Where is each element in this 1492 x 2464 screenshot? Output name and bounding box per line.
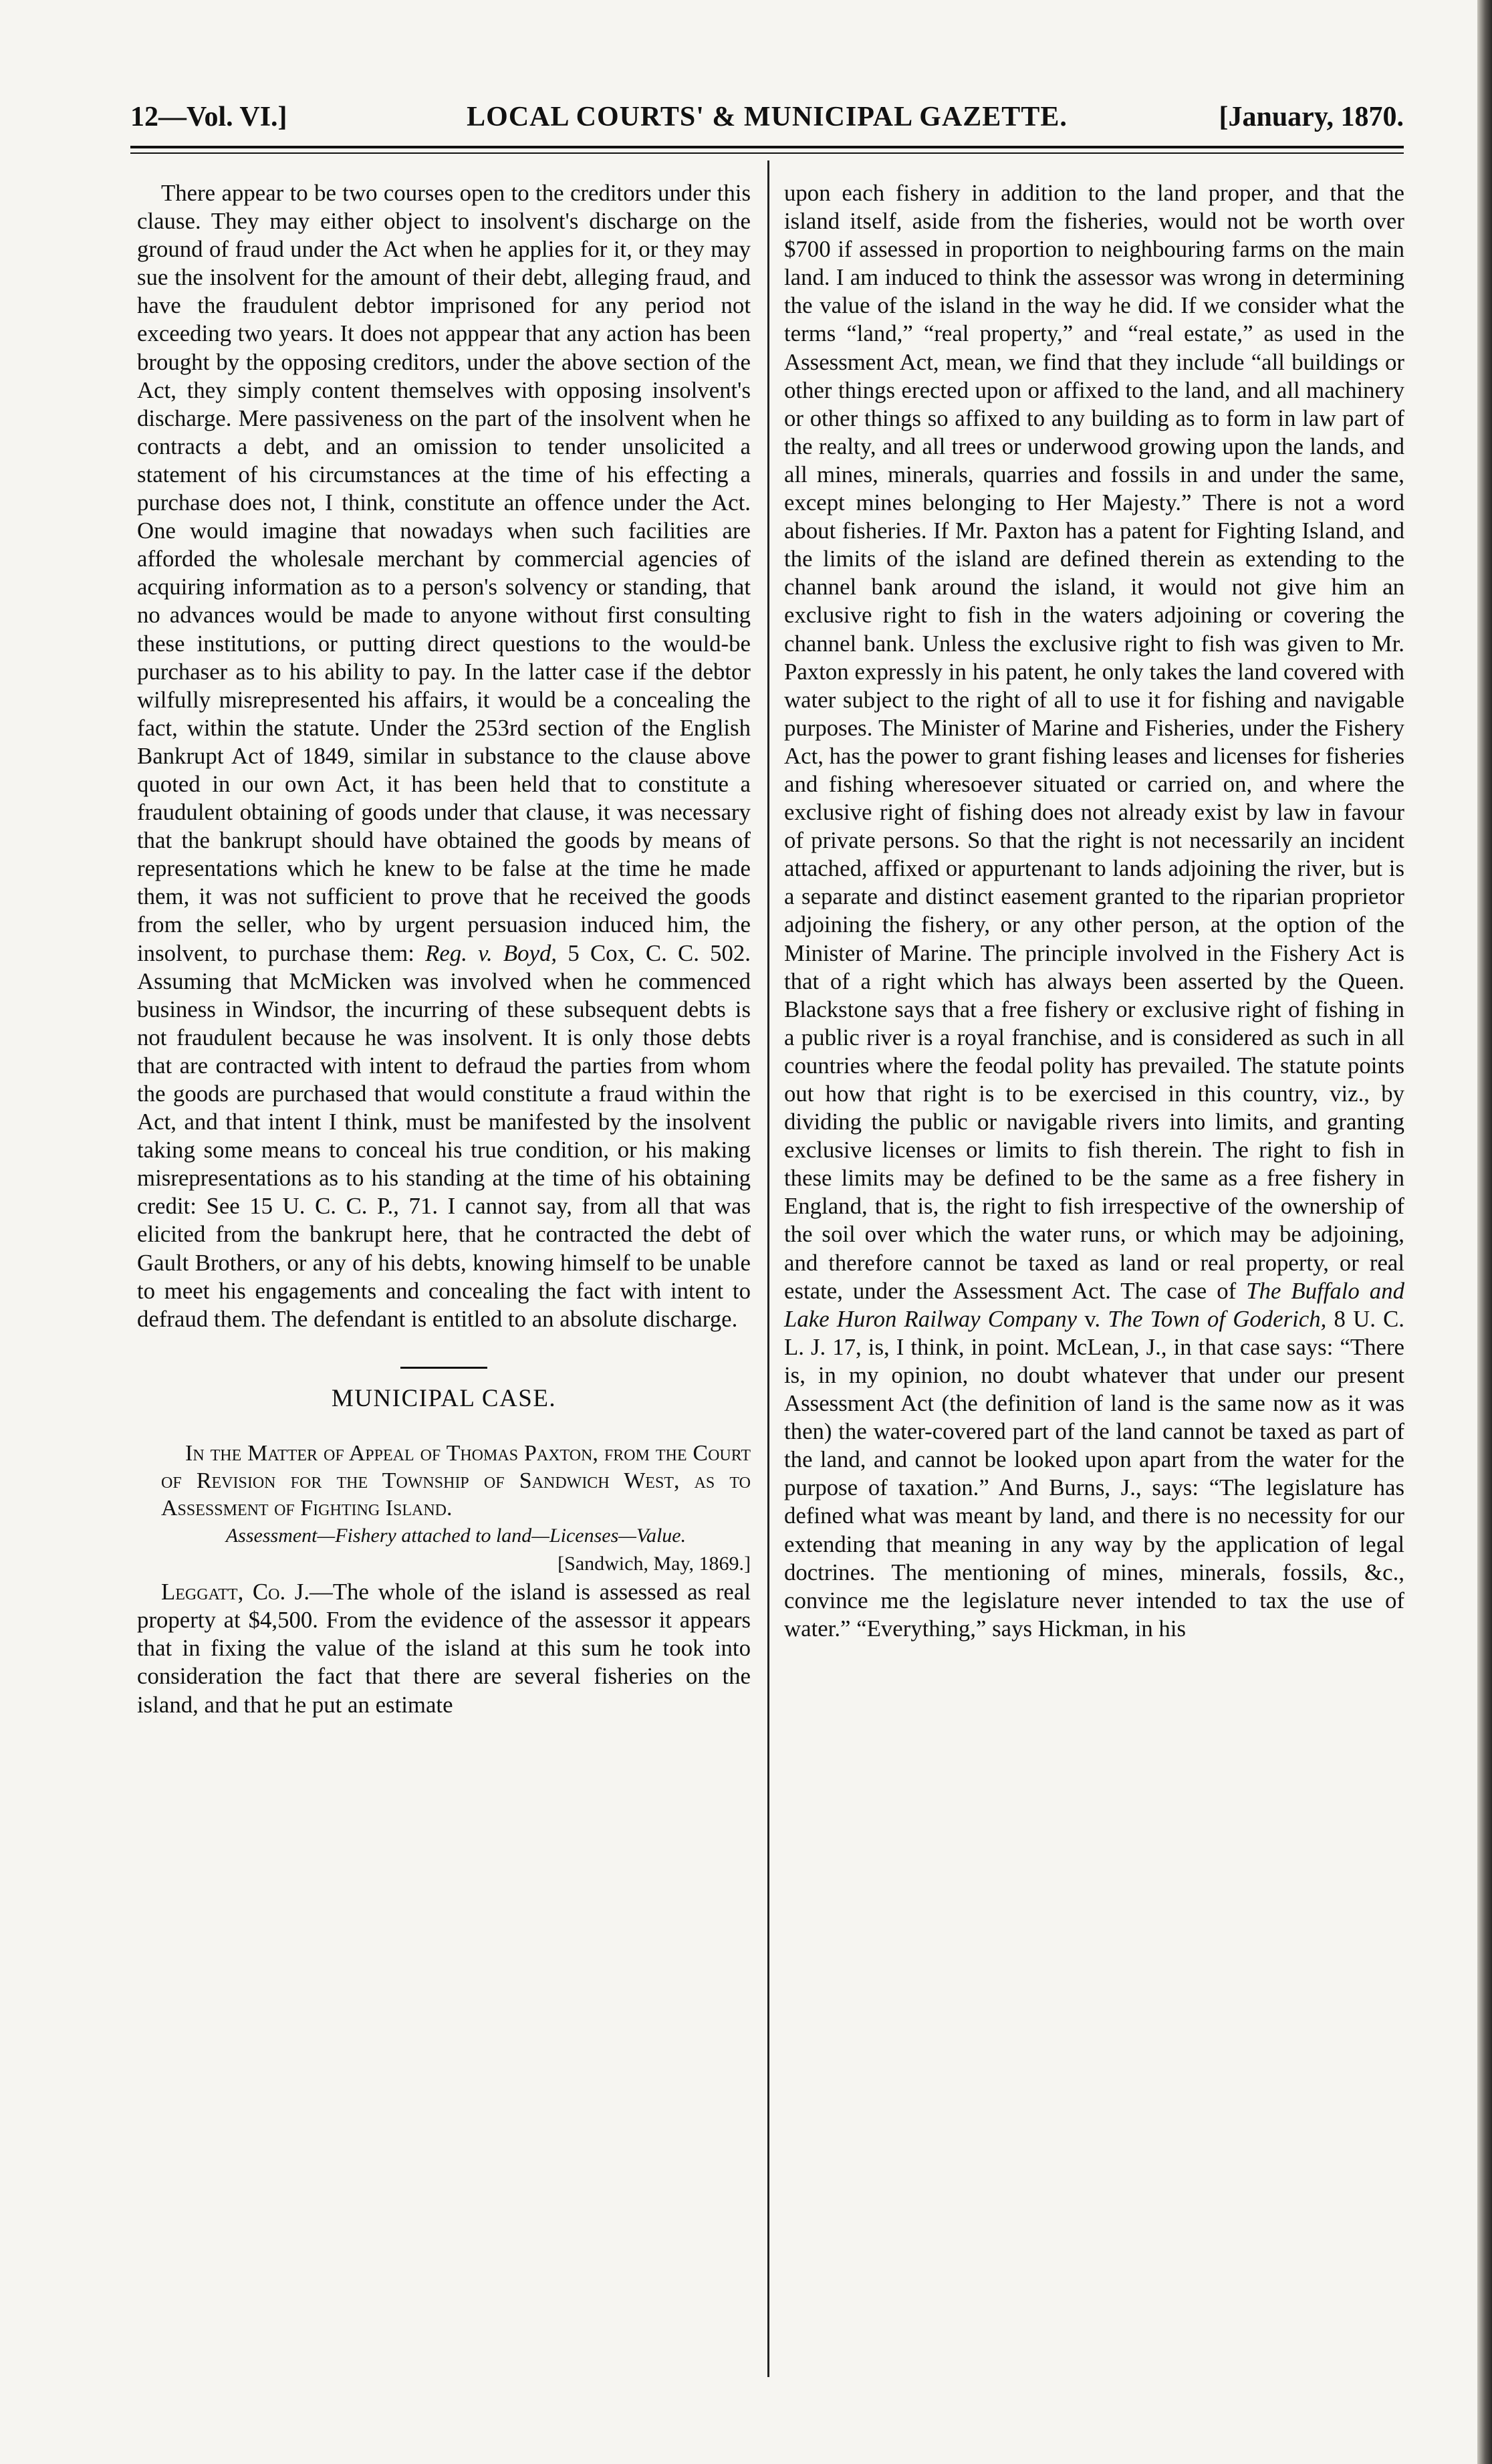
issue-date: [January, 1870.	[1219, 102, 1404, 132]
column-divider	[767, 160, 769, 2377]
page-volume: 12—Vol. VI.]	[130, 102, 287, 132]
court-citation: [Sandwich, May, 1869.]	[557, 1553, 751, 1575]
header-rule	[130, 146, 1404, 148]
headnote: Assessment—Fishery attached to land—Licenses—Value.	[225, 1524, 687, 1547]
case-citation: Reg. v. Boyd,	[425, 939, 557, 966]
case-name-2: The Town of Goderich,	[1108, 1305, 1327, 1332]
body-paragraph: Leggatt, Co. J.—The whole of the island is assessed as real property at $4,500. From the evidence of the assessor it appears that in fixing the value of the island at this sum he took into consideration the fact that there are several fisheries on the island, and that he put an estimate	[137, 1579, 751, 1718]
body-paragraph: There appear to be two courses open to the creditors under this clause. They may either object to insolvent's discharge on the ground of fraud under the Act when he applies for it, or they may sue the insolvent for the amount of their debt, alleging fraud, and have the fraudulent debtor imprisoned for any period not exceeding two years. It does not apppear that any action has been brought by the opposing creditors, under the above section of the Act, they simply content themselves with opposing insolvent's discharge. Mere passiveness on the part of the insolvent when he contracts a debt, and an omission to tender unsolicited a statement of his circumstances at the time of his effecting a purchase does not, I think, constitute an offence under the Act. One would imagine that nowadays when such facilities are afforded the wholesale merchant by commercial agencies of acquiring information as to a person's solvency or standing, that no advances would be made to anyone without first consulting these institutions, or putting direct questions to the would-be purchaser as to his ability to pay. In the latter case if the debtor wilfully misrepresented his affairs, it would be a concealing the fact, within the statute. Under the 253rd section of the English Bankrupt Act of 1849, similar in substance to the clause above quoted in our own Act, it has been held that to constitute a fraudulent obtaining of goods under that clause, it was necessary that the bankrupt should have obtained the goods by means of representations which he knew to be false at the time he made them, it was not sufficient to prove that he received the goods from the seller, who by urgent persuasion induced him, the insolvent, to purchase them: Reg. v. Boyd, 5 Cox, C. C. 502. Assuming that McMicken was involved when he commenced business in Windsor, the incurring of these subsequent debts is not fraudulent because he was insolvent. It is only those debts that are contracted with intent to defraud the parties from whom the goods are purchased that would constitute a fraud within the Act, and that intent I think, must be manifested by the insolvent taking some means to conceal his true condition, or his making misrepresentations as to his standing at the time of his obtaining credit: See 15 U. C. C. P., 71. I cannot say, from all that was elicited from the bankrupt here, that he contracted the debt of Gault Brothers, or any of his debts, knowing himself to be unable to meet his engagements and concealing the fact with intent to defraud them. The defendant is entitled to an absolute discharge.	[137, 180, 751, 1332]
body-paragraph: upon each fishery in addition to the land proper, and that the island itself, aside from the fisheries, would not be worth over $700 if assessed in proportion to neighbouring farms on the main land. I am induced to think the assessor was wrong in determining the value of the island in the way he did. If we consider what the terms “land,” “real property,” and “real estate,” as used in the Assessment Act, mean, we find that they include “all buildings or other things erected upon or affixed to the land, and all machinery or other things so affixed to any building as to form in law part of the realty, and all trees or underwood growing upon the lands, and all mines, minerals, quarries and fossils in and under the same, except mines belonging to Her Majesty.” There is not a word about fisheries. If Mr. Paxton has a patent for Fighting Island, and the limits of the island are defined therein as extending to the channel bank around the island, it would not give him an exclusive right to fish in the waters adjoining or covering the channel bank. Unless the exclusive right to fish was given to Mr. Paxton expressly in his patent, he only takes the land covered with water subject to the right of all to use it for fishing and navigable purposes. The Minister of Marine and Fisheries, under the Fishery Act, has the power to grant fishing leases and licenses for fisheries and fishing wheresoever situated or carried on, and where the exclusive right of fishing does not already exist by law in favour of private persons. So that the right is not necessarily an incident attached, affixed or appurtenant to lands adjoining the river, but is a separate and distinct easement granted to the riparian proprietor adjoining the fishery, or any other person, at the option of the Minister of Marine. The principle involved in the Fishery Act is that of a right which has always been asserted by the Queen. Blackstone says that a free fishery or exclusive right of fishing in a public river is a royal franchise, and is considered as such in all countries where the feodal polity has prevailed. The statute points out how that right is to be exercised in this country, viz., by dividing the public or navigable rivers into limits, and granting exclusive licenses or limits to fish therein. The right to fish in these limits may be defined to be the same as a free fishery in England, that is, the right to fish irrespective of the ownership of the soil over which the water runs, or which may be adjoining, and therefore cannot be taxed as land or real property, or real estate, under the Assessment Act. The case of The Buffalo and Lake Huron Railway Company v. The Town of Goderich, 8 U. C. L. J. 17, is, I think, in point. McLean, J., in that case says: “There is, in my opinion, no doubt whatever that under our present Assessment Act (the definition of land is the same now as it was then) the water-covered part of the land cannot be taxed as part of the land, and cannot be looked upon apart from the water for the purpose of taxation.” And Burns, J., says: “The legislature has defined what was meant by land, and there is no necessity for our extending that meaning in any way by the application of legal doctrines. The mentioning of mines, minerals, fossils, &c., convince me the legislature never intended to tax the use of water.” “Everything,” says Hickman, in his	[784, 180, 1404, 1642]
section-rule	[400, 1367, 487, 1369]
publication-title: LOCAL COURTS' & MUNICIPAL GAZETTE.	[467, 102, 1068, 132]
section-title: MUNICIPAL CASE.	[331, 1384, 557, 1412]
running-header	[130, 94, 1404, 140]
case-name: The Buffalo and Lake Huron Railway Company	[784, 1277, 1404, 1332]
right-column	[784, 179, 1404, 1643]
case-title: In the Matter of Appeal of Thomas Paxton, from the Court of Revision for the Township of Sandwich West, as to Assessment of Fighting Island.	[161, 1440, 751, 1521]
judge-name: Leggatt, Co. J.	[161, 1579, 310, 1605]
header-rule-thin	[130, 152, 1404, 154]
page-edge-shadow	[1477, 0, 1492, 2464]
left-column	[137, 179, 751, 1719]
